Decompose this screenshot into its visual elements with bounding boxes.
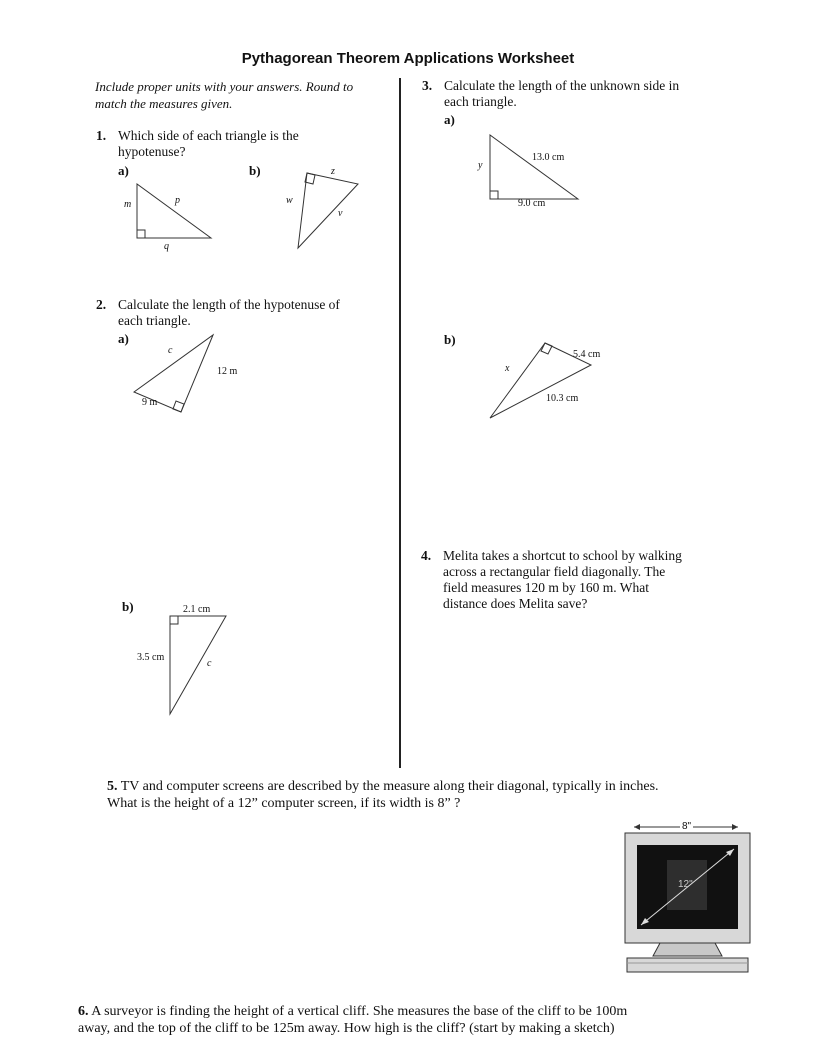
q2b-label-c: c <box>207 658 212 669</box>
worksheet-title: Pythagorean Theorem Applications Worksheet <box>241 50 575 67</box>
q2b-right-angle <box>170 616 178 624</box>
q3a-triangle <box>490 135 578 199</box>
q2a-label-12m: 12 m <box>217 366 238 377</box>
question-6-line1: A surveyor is finding the height of a vertical cliff. She measures the base of the cliff to be 100m <box>88 1004 628 1019</box>
q1a-label-p: p <box>175 195 180 206</box>
question-3-number: 3. <box>422 78 433 93</box>
q2-part-a-label: a) <box>118 331 129 346</box>
q1b-label-w: w <box>286 195 293 206</box>
question-6-line2: away, and the top of the cliff to be 125m away. How high is the cliff? (start by making a sketch) <box>78 1021 615 1036</box>
question-1-text-line2: hypotenuse? <box>118 144 186 159</box>
question-5-line1: TV and computer screens are described by the measure along their diagonal, typically in inches. <box>117 779 659 794</box>
monitor-illustration <box>625 824 750 972</box>
question-4-line2: across a rectangular field diagonally. The <box>443 564 666 579</box>
q3-part-b-label: b) <box>444 332 456 347</box>
q1a-right-angle <box>137 230 145 238</box>
q1b-label-z: z <box>331 166 335 177</box>
question-2-number: 2. <box>96 297 107 312</box>
q2a-label-9m: 9 m <box>142 397 158 408</box>
q1a-label-m: m <box>124 199 132 210</box>
q1b-label-v: v <box>338 208 343 219</box>
question-1-text-line1: Which side of each triangle is the <box>118 128 299 143</box>
q2a-label-c: c <box>168 345 173 356</box>
q2b-label-left: 3.5 cm <box>137 652 165 663</box>
q3b-label-top: 5.4 cm <box>573 349 601 360</box>
question-4-number: 4. <box>421 548 432 563</box>
q1-part-b-label: b) <box>249 163 261 178</box>
question-3-text-line1: Calculate the length of the unknown side in <box>444 78 680 93</box>
question-2-text-line1: Calculate the length of the hypotenuse of <box>118 297 340 312</box>
q1a-triangle <box>137 184 211 238</box>
question-4-line3: field measures 120 m by 160 m. What <box>443 580 649 595</box>
question-6-number: 6. <box>78 1004 89 1019</box>
instructions: Include proper units with your answers. Round to match the measures given. <box>95 79 354 111</box>
question-4-line4: distance does Melita save? <box>443 596 588 611</box>
q2b-label-top: 2.1 cm <box>183 604 211 615</box>
question-3-text-line2: each triangle. <box>444 94 517 109</box>
q3b-label-bottom: 10.3 cm <box>546 393 579 404</box>
q1a-label-q: q <box>164 241 169 252</box>
q3a-label-y: y <box>478 160 483 171</box>
q2-part-b-label: b) <box>122 599 134 614</box>
question-2-text-line2: each triangle. <box>118 313 191 328</box>
q3b-label-x: x <box>505 363 510 374</box>
q3a-label-hyp: 13.0 cm <box>532 152 565 163</box>
q1b-triangle <box>298 173 358 248</box>
q3-part-a-label: a) <box>444 112 455 127</box>
monitor-diagonal-label: 12" <box>678 879 693 890</box>
q3a-right-angle <box>490 191 498 199</box>
q3a-label-base: 9.0 cm <box>518 198 546 209</box>
q1-part-a-label: a) <box>118 163 129 178</box>
question-5-number: 5. <box>107 779 118 794</box>
question-4-line1: Melita takes a shortcut to school by walking <box>443 548 682 563</box>
question-1-number: 1. <box>96 128 107 143</box>
q2b-triangle <box>170 616 226 714</box>
q3b-right-angle <box>541 343 552 354</box>
q2a-right-angle <box>173 401 184 412</box>
question-5-line2: What is the height of a 12” computer screen, if its width is 8” ? <box>107 796 461 811</box>
monitor-width-label: 8" <box>682 821 692 832</box>
